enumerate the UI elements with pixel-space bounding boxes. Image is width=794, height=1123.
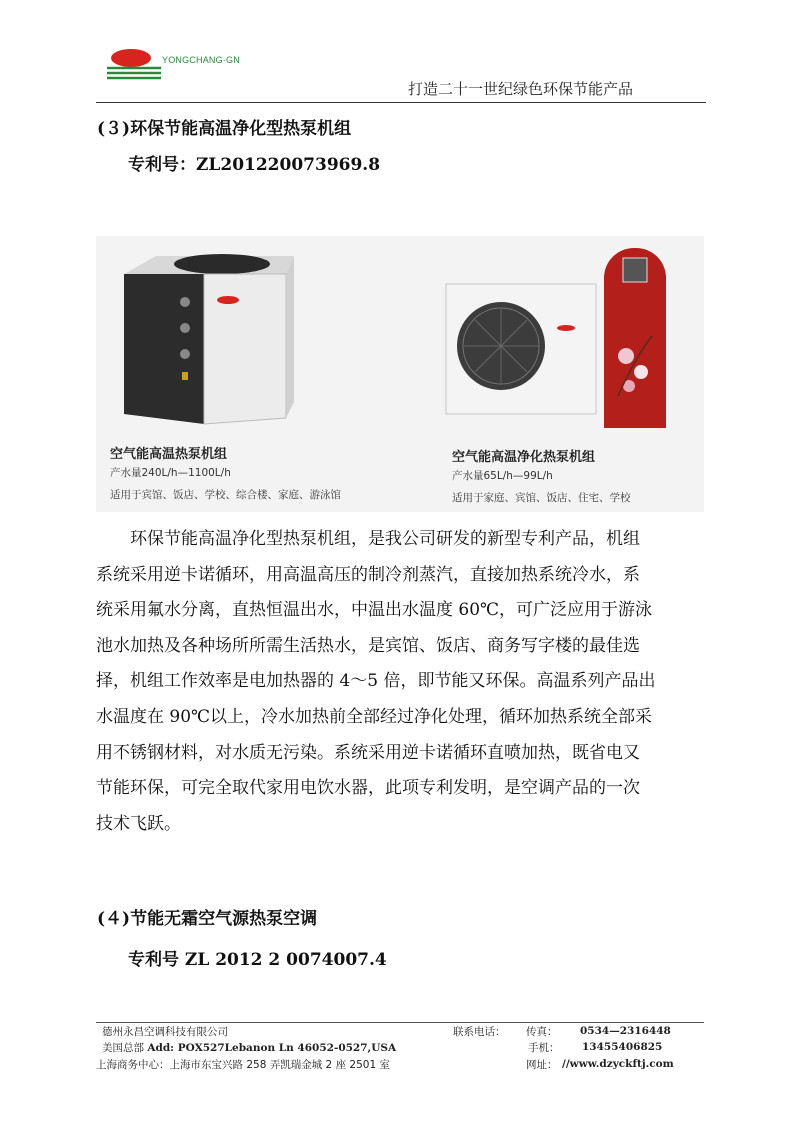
patent-number: 专利号 ZL 2012 2 0074007.4 (128, 950, 387, 970)
section-heading: (４)节能无霜空气源热泵空调 (97, 909, 318, 929)
section-heading: (３)环保节能高温净化型热泵机组 (97, 119, 352, 139)
paragraph-line: 系统采用逆卡诺循环，用高温高压的制冷剂蒸汽，直接加热系统冷水，系 (96, 564, 640, 585)
footer-divider (96, 1022, 704, 1023)
product-2-usage: 适用于家庭、宾馆、饭店、住宅、学校 (452, 492, 631, 504)
company-logo (103, 46, 165, 86)
footer-us-address (102, 1040, 396, 1055)
patent-number: 专利号：ZL201220073969.8 (128, 155, 381, 175)
website-link[interactable]: //www.dzyckftj.com (562, 1058, 674, 1070)
footer-company: 德州永昌空调科技有限公司 (102, 1026, 228, 1038)
paragraph-line: 择，机组工作效率是电加热器的 4～5 倍，即节能又环保。高温系列产品出 (96, 671, 656, 692)
logo-text: YONGCHANG·GN (162, 55, 240, 65)
product-2-output: 产水量65L/h—99L/h (452, 470, 553, 482)
header-slogan: 打造二十一世纪绿色环保节能产品 (408, 80, 634, 98)
paragraph-line: 节能环保，可完全取代家用电饮水器，此项专利发明，是空调产品的一次 (96, 778, 640, 799)
header-divider (96, 102, 706, 103)
contact-label: 联系电话： (453, 1026, 506, 1038)
product-photo (96, 236, 704, 512)
website-label: 网址： (526, 1059, 558, 1071)
mobile-label: 手机： (528, 1042, 560, 1054)
us-label: 美国总部 (102, 1042, 144, 1054)
product-2-title: 空气能高温净化热泵机组 (452, 450, 596, 465)
product-description (96, 522, 716, 842)
mobile-number: 13455406825 (582, 1041, 663, 1053)
product-1-title: 空气能高温热泵机组 (110, 447, 228, 462)
paragraph-line: 统采用氟水分离，直热恒温出水，中温出水温度 60℃，可广泛应用于游泳 (96, 600, 653, 621)
paragraph-line: 用不锈钢材料，对水质无污染。系统采用逆卡诺循环直喷加热，既省电又 (96, 742, 640, 763)
paragraph-line: 技术飞跃。 (96, 813, 181, 834)
us-address: Add: POX527Lebanon Ln 46052-0527,USA (147, 1042, 397, 1054)
paragraph-line: 池水加热及各种场所所需生活热水，是宾馆、饭店、商务写字楼的最佳选 (96, 635, 640, 656)
fax-label: 传真： (526, 1026, 558, 1038)
product-1-usage: 适用于宾馆、饭店、学校、综合楼、家庭、游泳馆 (110, 489, 341, 501)
product-1-output: 产水量240L/h—1100L/h (110, 467, 231, 479)
footer-shanghai: 上海商务中心：上海市东宝兴路 258 弄凯瑞金城 2 座 2501 室 (96, 1059, 390, 1071)
heat-pump-unit-image (124, 254, 294, 424)
paragraph-line: 水温度在 90℃以上，冷水加热前全部经过净化处理，循环加热系统全部采 (96, 706, 653, 727)
fax-number: 0534—2316448 (580, 1025, 671, 1037)
paragraph-line: 环保节能高温净化型热泵机组，是我公司研发的新型专利产品，机组 (130, 529, 640, 549)
outdoor-unit-image (446, 284, 596, 414)
water-tank-image (604, 248, 666, 428)
